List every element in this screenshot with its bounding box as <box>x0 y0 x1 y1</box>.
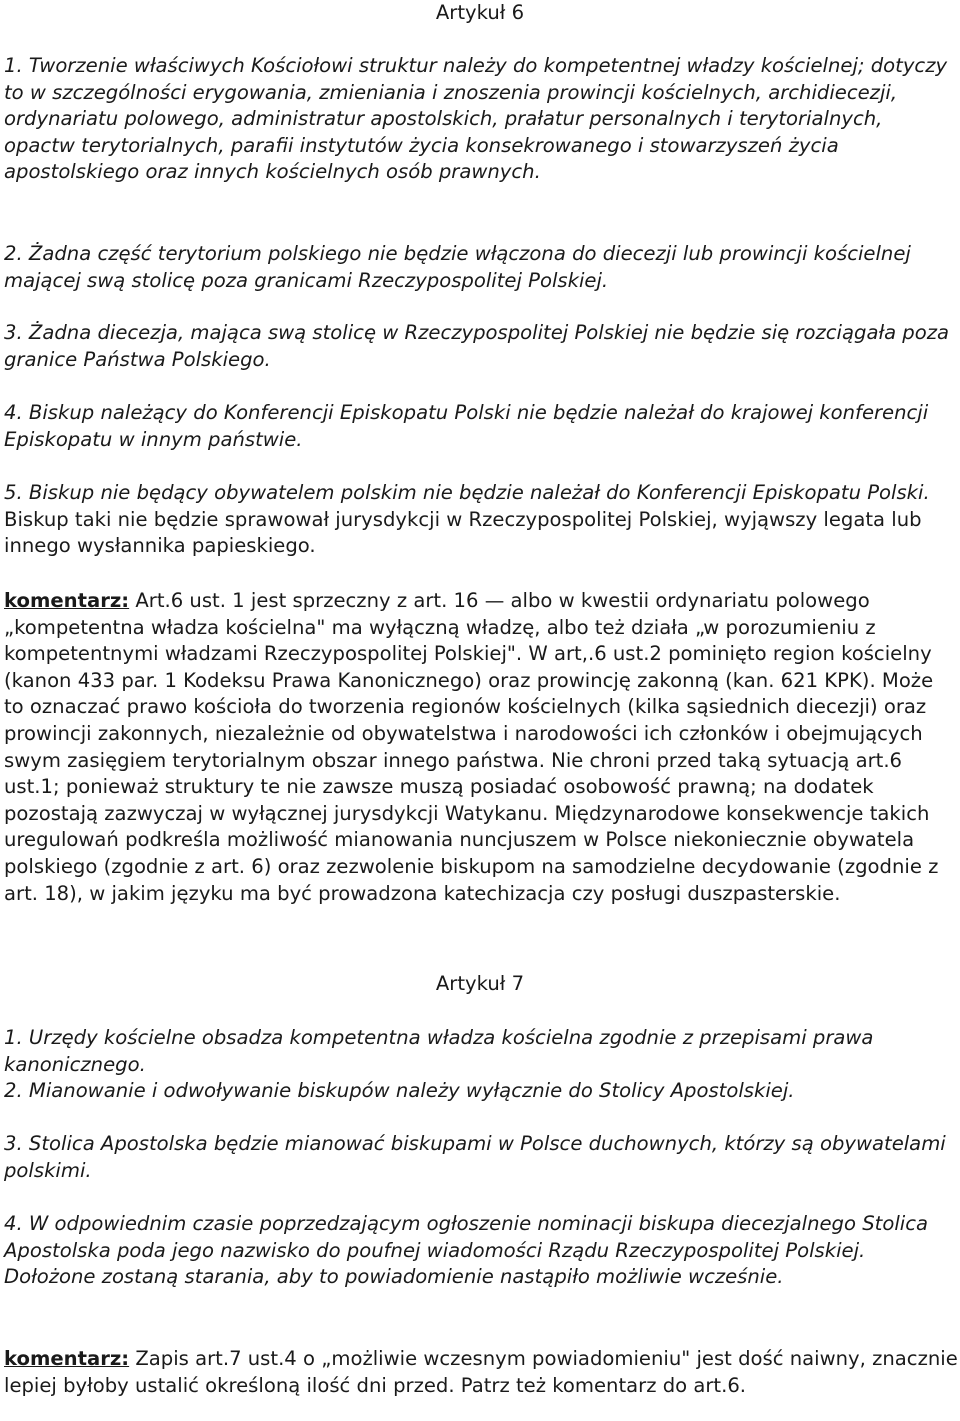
commentary-label: komentarz: <box>4 589 130 612</box>
commentary-text: Art.6 ust. 1 jest sprzeczny z art. 16 — albo w kwestii ordynariatu polowego „kompetentna władza kościelna" ma wyłączną władzę, albo też działa „w porozumieniu z kompetentnymi władzami Rzeczypospolitej Polskiej". W art,.6 ust.2 pominięto region kościelny (kanon 433 par. 1 Kodeksu Prawa Kanonicznego) oraz prowincję zakonną (kan. 621 KPK). Może to oznaczać prawo kościoła do tworzenia regionów kościelnych (kilka sąsiednich diecezji) oraz prowincji zakonnych, niezależnie od obywatelstwa i narodowości ich członków i obejmujących swym zasięgiem terytorialnym obszar innego państwa. Nie chroni przed taką sytuacją art.6 ust.1; ponieważ struktury te nie zawsze muszą posiadać osobowość prawną; na dodatek pozostają zazwyczaj w wyłącznej jurysdykcji Watykanu. Międzynarodowe konsekwencje takich uregulowań podkreśla możliwość mianowania nuncjuszem w Polsce niekoniecznie obywatela polskiego (zgodnie z art. 6) oraz zezwolenie biskupom na samodzielne decydowanie (zgodnie z art. 18), w jakim języku ma być prowadzona katechizacja czy posługi duszpasterskie. <box>4 589 939 905</box>
article-7-paragraph-2: 2. Mianowanie i odwoływanie biskupów należy wyłącznie do Stolicy Apostolskiej. <box>4 1079 795 1102</box>
article-7-paragraph-3: 3. Stolica Apostolska będzie mianować biskupami w Polsce duchownych, którzy są obywatelami polskimi. <box>4 1132 946 1182</box>
article-6-paragraph-5-part-1: 5. Biskup nie będący obywatelem polskim nie będzie należał do Konferencji Episkopatu Polski. <box>4 481 930 504</box>
article-6-paragraph-4: 4. Biskup należący do Konferencji Episkopatu Polski nie będzie należał do krajowej konferencji Episkopatu w innym państwie. <box>4 401 929 451</box>
article-6-paragraph-5 <box>4 480 959 560</box>
article-6-paragraph-1: 1. Tworzenie właściwych Kościołowi struktur należy do kompetentnej władzy kościelnej; dotyczy to w szczególności erygowania, zmieniania i znoszenia prowincji kościelnych, archidiecezji, ordynariatu polowego, administratur apostolskich, prałatur personalnych i terytorialnych, opactw terytorialnych, parafii instytutów życia konsekrowanego i stowarzyszeń życia apostolskiego oraz innych kościelnych osób prawnych. <box>4 54 948 184</box>
article-6-paragraph-3: 3. Żadna diecezja, mająca swą stolicę w Rzeczypospolitej Polskiej nie będzie się rozciągała poza granice Państwa Polskiego. <box>4 321 950 371</box>
article-7-heading: Artykuł 7 <box>435 972 525 995</box>
article-6-paragraph-2: 2. Żadna część terytorium polskiego nie będzie włączona do diecezji lub prowincji kościelnej mającej swą stolicę poza granicami Rzeczypospolitej Polskiej. <box>4 242 911 292</box>
article-7-paragraph-1: 1. Urzędy kościelne obsadza kompetentna władza kościelna zgodnie z przepisami prawa kanonicznego. <box>4 1026 874 1076</box>
commentary-text: Zapis art.7 ust.4 o „możliwie wczesnym powiadomieniu" jest dość naiwny, znacznie lepiej byłoby ustalić określoną ilość dni przed. Patrz też komentarz do art.6. <box>4 1347 958 1397</box>
article-6-paragraph-5-part-2: Biskup taki nie będzie sprawował jurysdykcji w Rzeczypospolitej Polskiej, wyjąwszy legata lub innego wysłannika papieskiego. <box>4 507 922 558</box>
commentary-label: komentarz: <box>4 1347 130 1370</box>
article-6-commentary <box>4 588 959 907</box>
article-7-paragraph-4: 4. W odpowiednim czasie poprzedzającym ogłoszenie nominacji biskupa diecezjalnego Stolica Apostolska poda jego nazwisko do poufnej wiadomości Rządu Rzeczypospolitej Polskiej. Dołożone zostaną starania, aby to powiadomienie nastąpiło możliwie wcześnie. <box>4 1212 928 1289</box>
article-7-commentary <box>4 1346 959 1399</box>
article-6-heading: Artykuł 6 <box>435 1 525 24</box>
